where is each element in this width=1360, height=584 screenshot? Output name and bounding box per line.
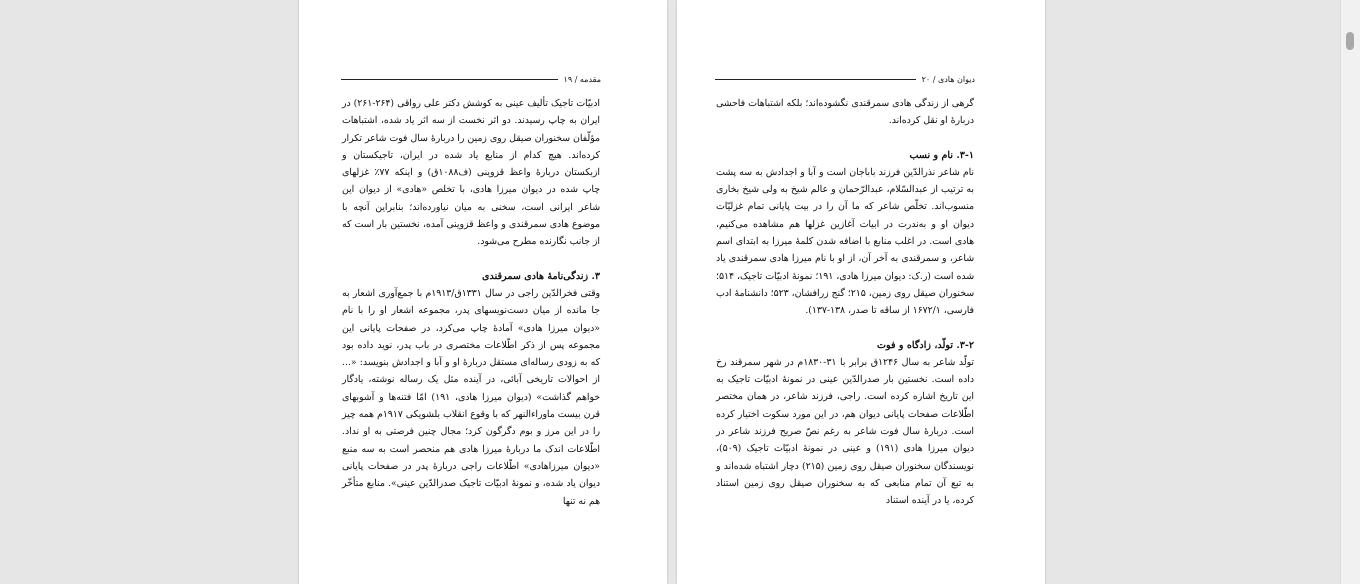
page-20 <box>677 0 1045 584</box>
section-title: ۳-۱. نام و نسب <box>909 149 974 161</box>
header-rule <box>341 79 558 80</box>
paragraph: ادبیّات تاجیک تألیف عینی به کوشش دکتر علی رواقی (۲۶۴-۲۶۱) در ایران به چاپ رسیدند. دو اثر نخست از سه اثر یاد شده، اشتباهات مؤلّفان سخنوران صیقل روی زمین را دربارهٔ سال فوت شاعر تکرار کرده‌اند. هیچ کدام از منابع یاد شده در ایران، تاجیکستان و ازبکستان دربارهٔ واعظ قزوینی (ف۱۰۸۸ق) و اینکه ۷۷٪ غزلهای چاپ شده در دیوان میرزا هادی، با تخلص «هادی» از دیوان این شاعر ایرانی است، سخنی به میان نیاورده‌اند؛ بنابراین آنچه با موضوع هادی سمرقندی و واعظ قزوینی آمده، نخستین بار است که از جانب نگارنده مطرح می‌شود. <box>342 98 600 248</box>
page-body <box>716 95 974 510</box>
paragraph: گرهی از زندگی هادی سمرقندی نگشوده‌اند؛ بلکه اشتباهات فاحشی دربارهٔ او نقل کرده‌اند. <box>716 98 974 127</box>
paragraph: تولّد شاعر به سال ۱۲۴۶ق برابر با ۳۱-۱۸۳۰م در شهر سمرقند رخ داده است. نخستین بار صدرالدّین عینی در نمونهٔ ادبیّات تاجیک به این تاریخ اشاره کرده است. راجی، فرزند شاعر، در همان مختصر اطّلاعات صفحات پایانی دیوان هم، در این مورد سکوت اختیار کرده است. دربارهٔ سال فوت شاعر به رغم نصّ صریح فرزند شاعر در دیوان میرزا هادی (۱۹۱) و عینی در نمونهٔ ادبیّات تاجیک (۵۰۹)، نویسندگان سخنوران صیقل روی زمین (۲۱۵) دچار اشتباه شده‌اند و به تبع آن تمام منابعی که به سخنوران صیقل روی زمین استناد کرده، یا در آینده استناد <box>716 356 974 507</box>
header-title: دیوان هادی / ۲۰ <box>921 74 975 84</box>
vertical-scrollbar[interactable] <box>1340 0 1360 584</box>
header-title: مقدمه / ۱۹ <box>563 74 601 84</box>
header-rule <box>715 79 916 80</box>
paragraph: وقتی فخرالدّین راجی در سال ۱۳۳۱ق/۱۹۱۳م با جمع‌آوری اشعار به جا مانده از میان دست‌نویسهای پدر، مجموعه اشعار او را با نام «دیوان میرزا هادی» آمادهٔ چاپ می‌کرد، در صفحات پایانی این مجموعه پس از ذکر اطّلاعات مختصری در باب پدر، نوید داده بود که به زودی رساله‌ای مستقل دربارهٔ او و آبا و اجدادش بنویسد: «... از احوالات تاریخی آبائی، در آینده مثل یک رساله نوشته، یادگار خواهم گذاشت» (دیوان میرزا هادی، ۱۹۱) امّا فتنه‌ها و آشوبهای قرن بیست ماوراءالنهر که با وقوع انقلاب بلشویکی ۱۹۱۷م همه چیز را در این مرز و بوم دگرگون کرد؛ مجال چنین فرصتی به او نداد. اطّلاعات اندک ما دربارهٔ میرزا هادی هم منحصر است به سه منبع «دیوان میرزاهادی» اطّلاعات راجی دربارهٔ پدر در صفحات پایانی دیوان یاد شده، و نمونهٔ ادبیّات تاجیک صدرالدّین عینی». منابع متأخّر هم نه تنها <box>342 287 601 507</box>
page-body <box>342 95 600 510</box>
section-title: ۳-۲. تولّد، زادگاه و فوت <box>877 339 974 351</box>
page-19 <box>299 0 667 584</box>
section-title: ۳. زندگی‌نامهٔ هادی سمرقندی <box>482 270 600 282</box>
page-header <box>341 72 601 86</box>
paragraph: نام شاعر نذرالدّین فرزند باباجان است و آبا و اجدادش به سه پشت به ترتیب از عبدالسّلام، عبدالرّحمان و عالم شیخ به ولی شیخ بخاری منسوب‌اند. تخلّص شاعر که ما آن را در بیت پایانی تمام غزلیّات دیوان او و به‌ندرت در ابیات آغازین غزلها هم مشاهده می‌کنیم، هادی است. در اغلب منابع با اضافه شدن کلمهٔ میرزا به ابتدای اسم شاعر، و سمرقندی به آخر آن، از او با نام میرزا هادی سمرقندی یاد شده است (ر.ک: دیوان میرزا هادی، ۱۹۱؛ نمونهٔ ادبیّات تاجیک، ۵۱۴؛ سخنوران صیقل روی زمین، ۲۱۵؛ گنج زرافشان، ۵۲۳؛ دانشنامهٔ ادب فارسی، ۱۶۷۲/۱ از ساقه تا صدر، ۱۳۸-۱۳۷). <box>716 166 974 317</box>
page-header <box>715 72 975 86</box>
scrollbar-thumb[interactable] <box>1346 32 1354 50</box>
